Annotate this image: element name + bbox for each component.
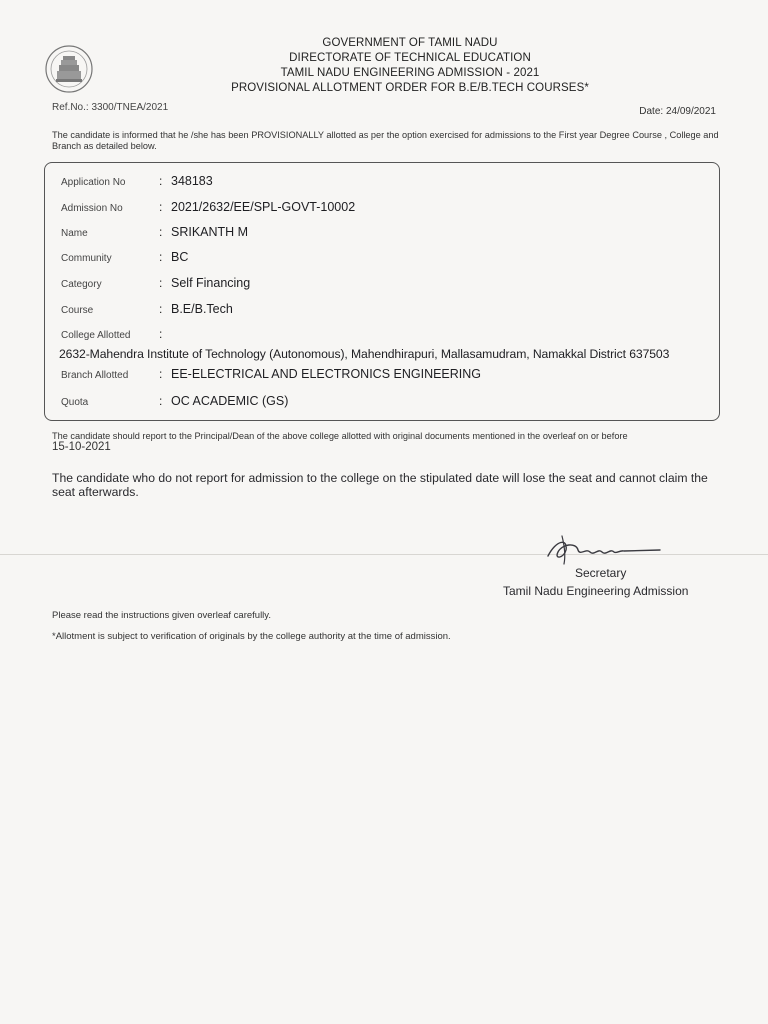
value-name: SRIKANTH M [171, 225, 249, 239]
header-admission: TAMIL NADU ENGINEERING ADMISSION - 2021 [280, 67, 540, 79]
secretary-signature-icon [542, 532, 664, 568]
value-quota: OC ACADEMIC (GS) [171, 394, 289, 408]
row-college-allotted: College Allotted : [61, 327, 163, 341]
row-community: Community : BC [61, 250, 189, 264]
signatory-organization: Tamil Nadu Engineering Admission [503, 584, 689, 598]
label-branch-allotted: Branch Allotted [61, 370, 129, 381]
verification-note: *Allotment is subject to verification of originals by the college authority at the time of admission. [52, 631, 451, 642]
tamil-nadu-emblem-icon [44, 44, 94, 94]
label-category: Category [61, 279, 102, 290]
label-admission-no: Admission No [61, 203, 123, 214]
value-college-allotted: 2632-Mahendra Institute of Technology (Autonomous), Mahendhirapuri, Mallasamudram, Namakkal District 637503 [59, 347, 670, 361]
label-college-allotted: College Allotted [61, 330, 131, 341]
header-directorate: DIRECTORATE OF TECHNICAL EDUCATION [289, 52, 531, 64]
reporting-instruction [52, 431, 728, 453]
row-application-no: Application No : 348183 [61, 174, 213, 188]
document-header [200, 36, 620, 96]
instructions-note: Please read the instructions given overleaf carefully. [52, 610, 271, 621]
reporting-deadline: 15-10-2021 [52, 441, 111, 453]
value-community: BC [171, 250, 189, 264]
row-admission-no: Admission No : 2021/2632/EE/SPL-GOVT-10002 [61, 200, 356, 214]
label-name: Name [61, 228, 88, 239]
label-quota: Quota [61, 397, 89, 408]
value-category: Self Financing [171, 276, 251, 290]
header-order-title: PROVISIONAL ALLOTMENT ORDER FOR B.E/B.TECH COURSES* [231, 82, 589, 94]
value-application-no: 348183 [171, 174, 213, 188]
value-admission-no: 2021/2632/EE/SPL-GOVT-10002 [171, 200, 356, 214]
label-course: Course [61, 305, 94, 316]
seat-forfeit-warning: The candidate who do not report for admission to the college on the stipulated date will lose the seat and cannot claim the seat afterwards. [52, 471, 708, 499]
row-category: Category : Self Financing [61, 276, 251, 290]
reference-number: Ref.No.: 3300/TNEA/2021 [52, 102, 169, 113]
row-course: Course : B.E/B.Tech [61, 302, 233, 316]
allotment-details-box [44, 162, 720, 421]
order-date: Date: 24/09/2021 [639, 106, 716, 117]
reporting-text: The candidate should report to the Principal/Dean of the above college allotted with original documents mentioned in the overleaf on or before [52, 431, 628, 441]
label-community: Community [61, 253, 112, 264]
row-name: Name : SRIKANTH M [61, 225, 249, 239]
intro-paragraph: The candidate is informed that he /she has been PROVISIONALLY allotted as per the option exercised for admissions to the First year Degree Course , College and Branch as detailed below. [52, 130, 719, 151]
label-application-no: Application No [61, 177, 126, 188]
value-branch-allotted: EE-ELECTRICAL AND ELECTRONICS ENGINEERING [171, 367, 482, 381]
row-branch-allotted: Branch Allotted : EE-ELECTRICAL AND ELECTRONICS ENGINEERING [61, 367, 482, 381]
value-course: B.E/B.Tech [171, 302, 233, 316]
header-government: GOVERNMENT OF TAMIL NADU [322, 37, 498, 49]
signatory-title: Secretary [575, 566, 627, 580]
row-quota: Quota : OC ACADEMIC (GS) [61, 394, 289, 408]
